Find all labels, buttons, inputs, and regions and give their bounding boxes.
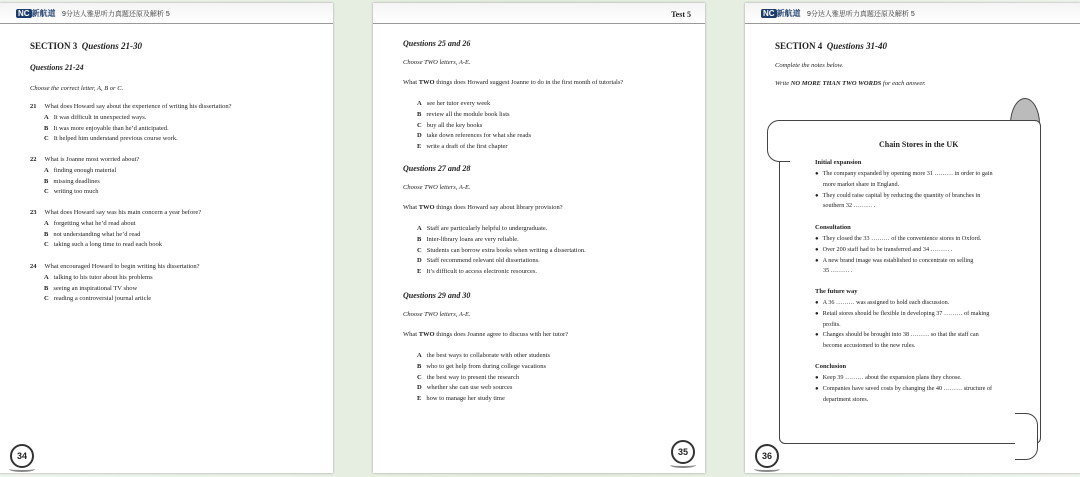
question-text [403,331,568,338]
note-bullet: ● They could raise capital by reducing the quantity of branches in [815,192,980,199]
option-text: talking to his tutor about his problems [53,274,153,281]
answer-option [44,241,162,248]
option-text: writing too much [53,188,99,195]
option-text: not understanding what he’d read [53,230,141,238]
question [30,263,200,270]
note-bullet: ● Companies have saved costs by changing the 40 ……… structure of [815,385,992,392]
option-letter: A [417,225,422,232]
page-header [373,3,705,24]
option-letter: B [44,177,49,185]
note-bullet: ● A new brand image was established to concentrate on selling [815,257,973,264]
answer-option [417,363,546,370]
question-part: TWO [418,204,435,211]
question [30,103,232,110]
option-text: who to get help from during college vacations [426,362,547,370]
question-text [403,79,623,86]
option-letter: E [417,143,422,151]
question-number: 23 [30,209,37,216]
option-letter: D [417,132,422,140]
answer-option [417,132,531,139]
question-text: What does Howard say was his main concern a year before? [44,209,202,216]
questions-subheading: Questions 29 and 30 [403,291,471,300]
option-letter: C [44,188,49,195]
publisher-logo: NC 新航道 [18,9,56,18]
page-36 [745,3,1080,473]
option-letter: E [417,395,422,403]
scroll-curl-decoration [767,120,790,162]
answer-option [44,188,98,195]
page-number: 36 [755,444,779,468]
option-letter: C [44,241,49,248]
option-text: Inter-library loans are very reliable. [426,235,519,243]
notes-heading: The future way [815,288,858,295]
answer-option [417,225,547,232]
answer-option [417,143,508,150]
test-label: Test 5 [671,10,691,19]
question-part: things does Howard suggest Joanne to do in the first month of tutorials? [434,79,624,86]
notes-heading: Conclusion [815,363,847,370]
answer-option [417,374,519,381]
section-title: SECTION 3 Questions 21-30 [30,41,143,51]
option-letter: A [417,352,422,359]
note-continuation: department stores. [823,395,869,403]
question-number: 22 [30,156,37,163]
option-letter: E [417,268,422,276]
option-text: missing deadlines [53,177,100,185]
answer-option [44,285,137,292]
publisher-logo: NC 新航道 [763,9,801,18]
option-text: It helped him understand previous course work. [53,135,178,142]
answer-option [44,125,169,132]
option-letter: A [44,274,49,281]
question-part: things does Howard say about library provision? [434,204,563,211]
notes-heading: Initial expansion [815,159,862,166]
option-text: It was more enjoyable than he’d anticipated. [53,124,169,132]
option-letter: B [44,284,49,292]
note-bullet: ● Changes should be brought into 38 ……… so that the staff can [815,331,979,338]
option-letter: C [417,246,422,254]
note-bullet: ● The company expanded by opening more 31 ……… in order to gain [815,170,993,177]
question-text: What is Joanne most worried about? [44,156,140,163]
option-letter: A [417,100,422,107]
question-part: What [403,204,419,211]
section-title: SECTION 4 Questions 31-40 [775,41,888,51]
page-34 [0,3,333,473]
note-bullet: ● Over 200 staff had to be transferred and 34 ……… . [815,246,952,253]
option-letter: C [417,121,422,129]
question-text: What encouraged Howard to begin writing his dissertation? [44,263,200,270]
answer-option [44,295,151,302]
note-bullet: ● Keep 39 ……… about the expansion plans they choose. [815,374,962,381]
answer-option [44,178,100,185]
option-text: It’s difficult to access electronic resources. [426,268,538,276]
answer-option [44,231,140,238]
instruction: Choose TWO letters, A-E. [403,184,471,191]
book-title: 9分达人雅思听力真题还原及解析 5 [807,11,915,18]
option-text: taking such a long time to read each book [53,241,163,248]
instruction: Choose TWO letters, A-E. [403,59,471,66]
option-letter: B [44,230,49,238]
answer-option [417,384,512,391]
note-bullet: ● They closed the 33 ……… of the convenience stores in Oxford. [815,235,981,242]
option-text: take down references for what she reads [426,132,532,140]
question-part: What [403,79,419,86]
option-letter: B [44,124,49,132]
option-letter: A [44,220,49,227]
answer-option [44,167,116,174]
questions-subheading: Questions 21-24 [30,63,84,72]
instruction: Choose TWO letters, A-E. [403,311,471,318]
answer-option [417,247,586,254]
answer-option [44,220,136,227]
option-text: finding enough material [53,167,117,174]
question-number: 21 [30,103,37,110]
answer-option [417,257,540,264]
option-letter: C [44,295,49,302]
option-letter: A [44,114,49,121]
page-number: 35 [671,440,695,464]
page-header [0,3,333,24]
note-continuation: 35 ……… . [823,267,853,275]
question-number: 24 [30,263,37,270]
question-part: What [403,331,419,338]
question-text: What does Howard say about the experience of writing his dissertation? [44,103,232,110]
question-part: TWO [418,331,435,338]
option-letter: B [417,110,422,118]
questions-subheading: Questions 27 and 28 [403,164,471,173]
answer-option [417,268,537,275]
option-text: the best way to present the research [426,373,520,381]
instruction: Complete the notes below. [775,62,844,69]
option-text: buy all the key books [426,121,483,129]
question [30,209,201,216]
question-text [403,204,563,211]
option-text: write a draft of the first chapter [426,143,508,151]
questions-subheading: Questions 25 and 26 [403,39,471,48]
option-text: reading a controversial journal article [53,295,152,302]
note-continuation: southern 32 ……… . [823,202,876,210]
option-letter: A [44,167,49,174]
instruction-word-limit: Write NO MORE THAN TWO WORDS for each answer. [775,80,926,87]
note-bullet: ● A 36 ……… was assigned to hold each discussion. [815,299,949,306]
note-continuation: profits. [823,320,841,328]
answer-option [417,111,510,118]
question-part: things does Joanne agree to discuss with her tutor? [434,331,569,338]
answer-option [44,114,146,121]
question-part: TWO [418,79,435,86]
option-letter: D [417,384,422,392]
question [30,156,139,163]
option-text: Staff are particularly helpful to undergraduate. [426,225,548,232]
option-text: It was difficult in unexpected ways. [53,114,147,121]
option-text: the best ways to collaborate with other students [426,352,550,359]
answer-option [417,236,519,243]
book-title: 9分达人雅思听力真题还原及解析 5 [62,11,170,18]
scroll-curl-decoration [1015,413,1038,460]
option-letter: C [44,135,49,142]
answer-option [417,395,505,402]
page-number: 34 [10,444,34,468]
page-35 [373,3,705,473]
answer-option [417,352,550,359]
option-text: how to manage her study time [426,395,505,403]
note-bullet: ● Retail stores should be flexible in developing 37 ……… of making [815,310,989,317]
option-letter: D [417,257,422,265]
answer-option [44,135,178,142]
option-letter: B [417,362,422,370]
notes-title: Chain Stores in the UK [879,140,959,149]
option-letter: B [417,235,422,243]
note-continuation: more market share in England. [823,180,900,188]
option-text: review all the module book lists [426,110,510,118]
answer-option [417,122,482,129]
option-text: whether she can use web sources [426,384,513,392]
instruction: Choose the correct letter, A, B or C. [30,85,124,92]
note-continuation: become accustomed to the new rules. [823,342,916,350]
option-text: Students can borrow extra books when writing a dissertation. [426,246,586,254]
page-header [745,3,1080,24]
option-text: seeing an inspirational TV show [53,284,138,292]
answer-option [417,100,490,107]
notes-heading: Consultation [815,224,851,231]
notes-box [779,120,1041,444]
option-text: forgetting what he’d read about [53,220,136,227]
option-text: Staff recommend relevant old dissertations. [426,257,540,265]
answer-option [44,274,153,281]
option-text: see her tutor every week [426,100,491,107]
option-letter: C [417,373,422,381]
